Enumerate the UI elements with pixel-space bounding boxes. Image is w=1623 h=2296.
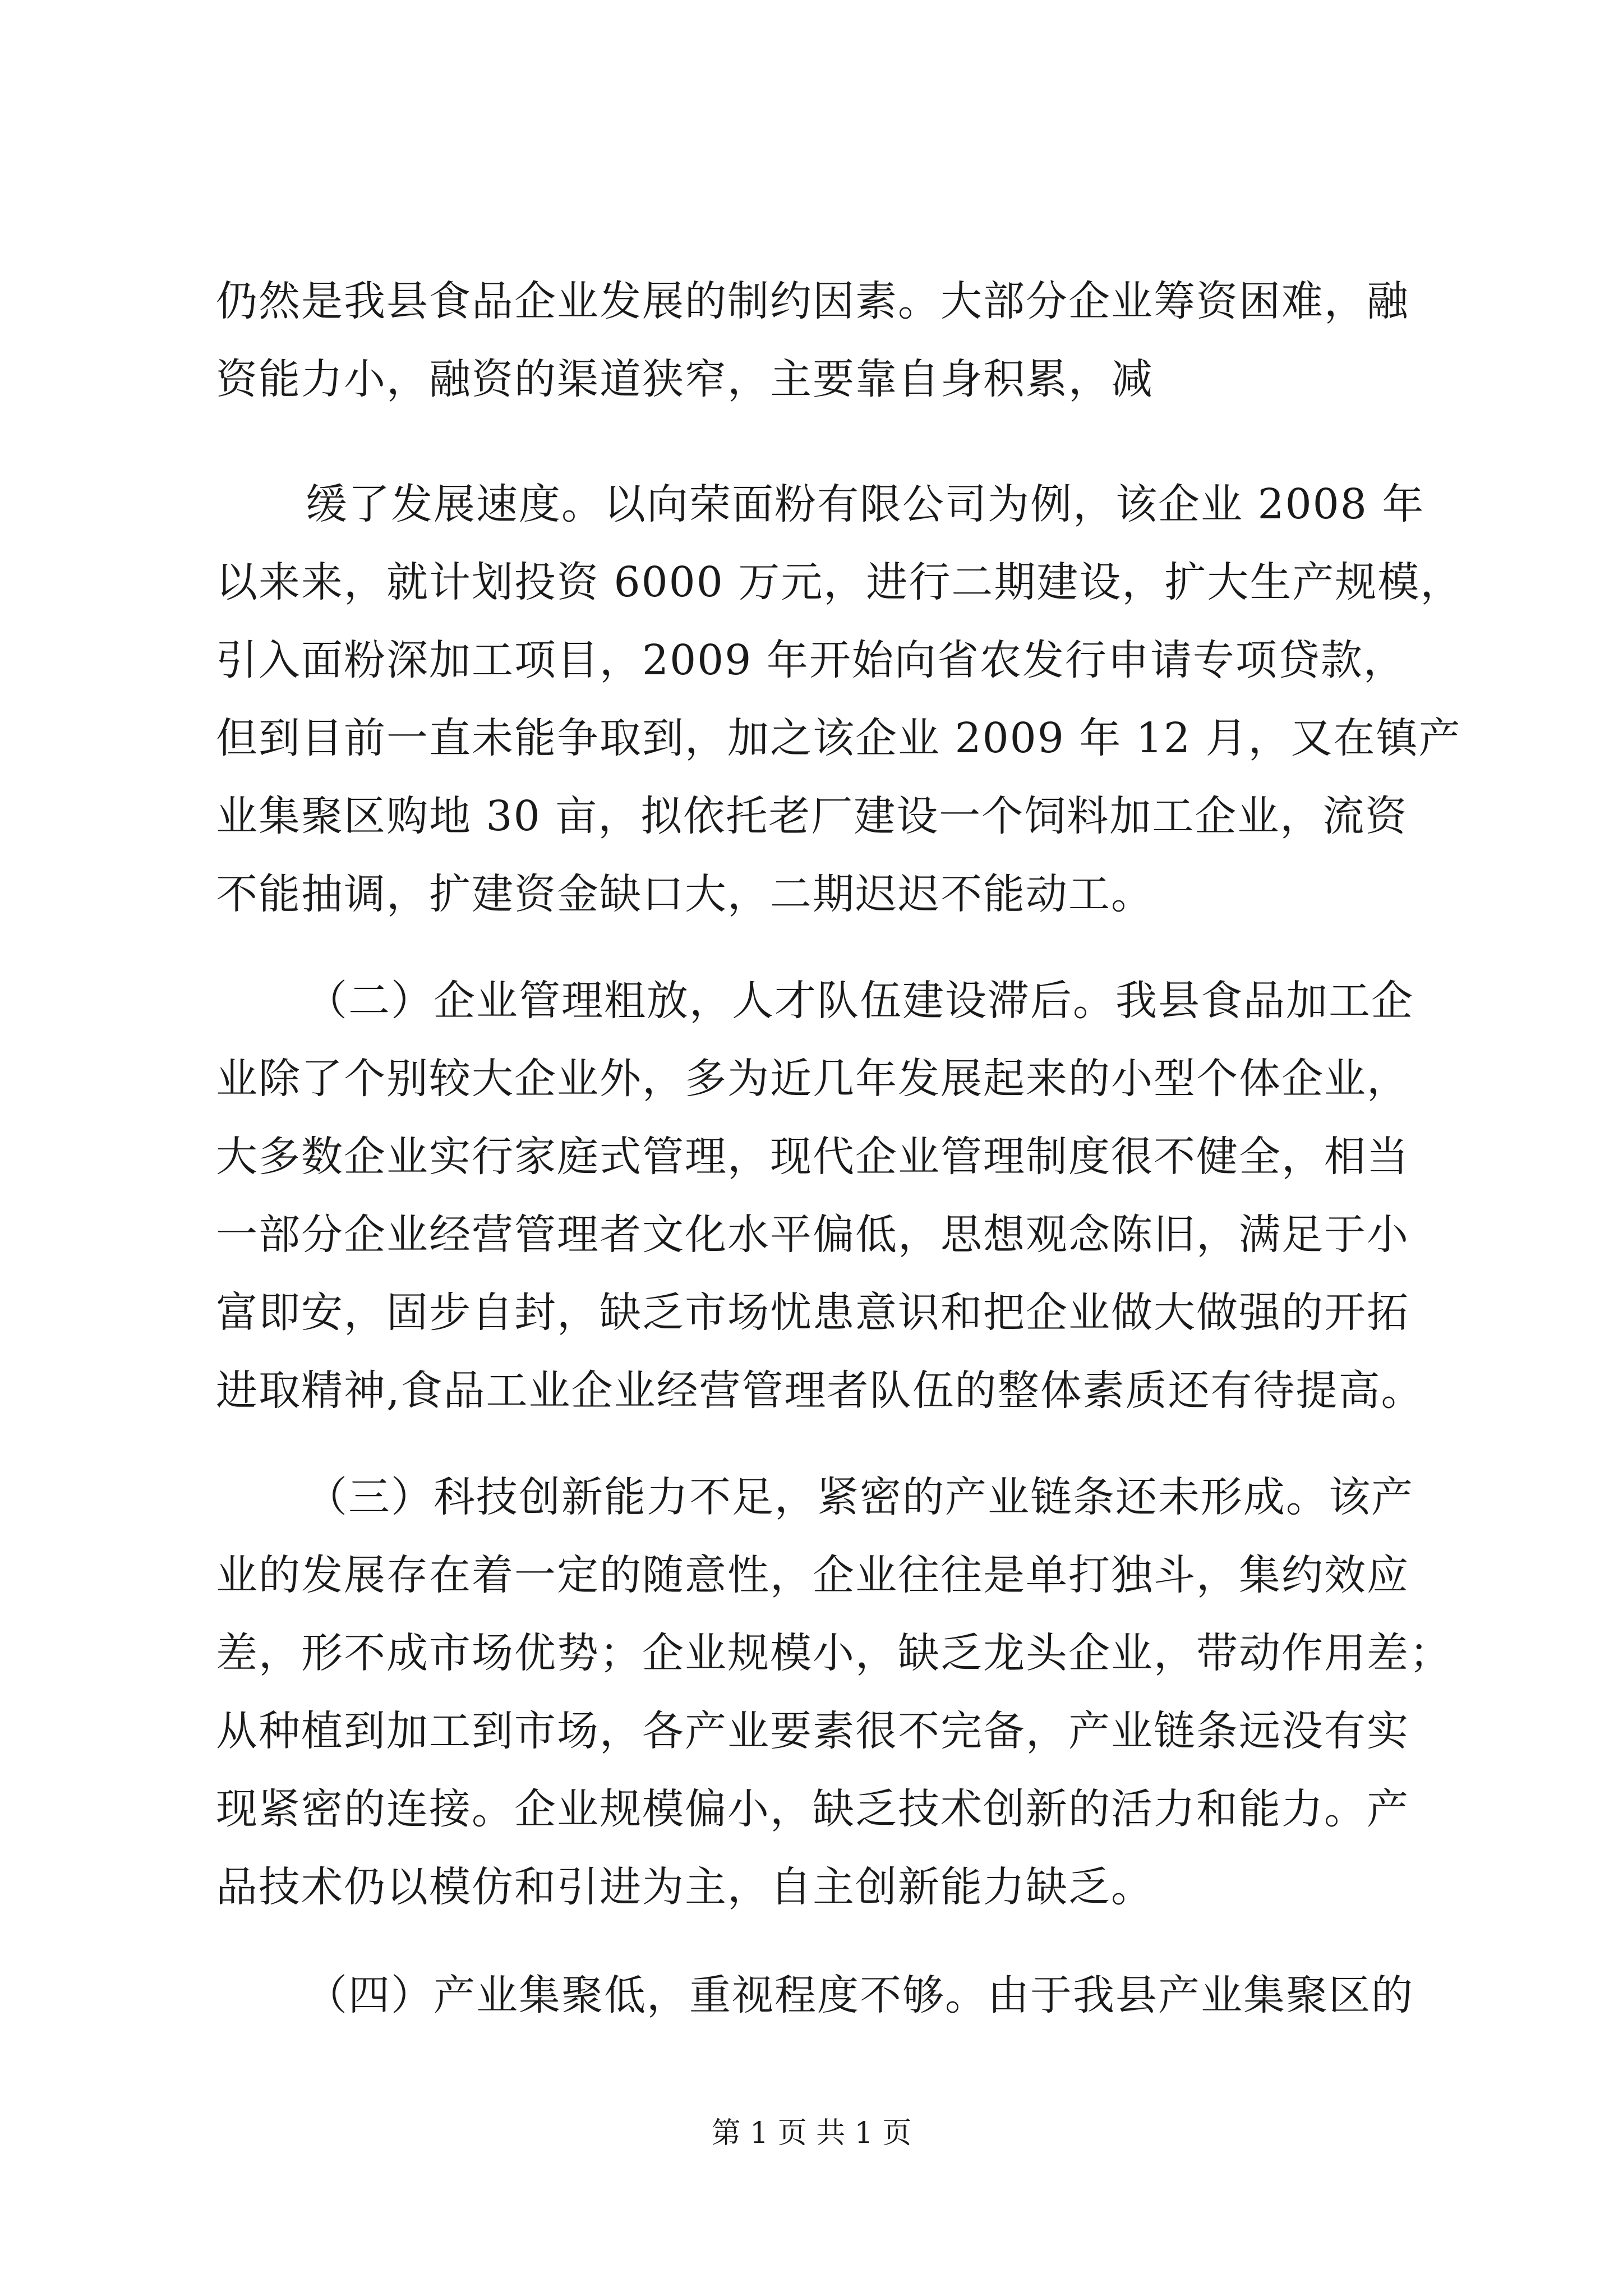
text-line: 缓了发展速度。以向荣面粉有限公司为例，该企业 2008 年 (306, 480, 1425, 528)
text-line: 仍然是我县食品企业发展的制约因素。大部分企业筹资困难，融 (216, 277, 1409, 325)
text-line: 引入面粉深加工项目，2009 年开始向省农发行申请专项贷款， (216, 636, 1406, 684)
text-line: （二）企业管理粗放，人才队伍建设滞后。我县食品加工企 (306, 977, 1414, 1025)
text-line: 一部分企业经营管理者文化水平偏低，思想观念陈旧，满足于小 (216, 1211, 1409, 1259)
text-line: 业集聚区购地 30 亩，拟依托老厂建设一个饲料加工企业，流资 (216, 792, 1408, 840)
text-line: 品技术仍以模仿和引进为主，自主创新能力缺乏。 (216, 1863, 1154, 1911)
text-line: （四）产业集聚低，重视程度不够。由于我县产业集聚区的 (306, 1971, 1414, 2019)
text-line: 以来来，就计划投资 6000 万元，进行二期建设，扩大生产规模， (216, 558, 1463, 606)
text-line: 差，形不成市场优势；企业规模小，缺乏龙头企业，带动作用差； (216, 1629, 1452, 1677)
text-line: 但到目前一直未能争取到，加之该企业 2009 年 12 月，又在镇产 (216, 714, 1461, 762)
text-line: 大多数企业实行家庭式管理，现代企业管理制度很不健全，相当 (216, 1133, 1409, 1181)
text-line: 资能力小，融资的渠道狭窄，主要靠自身积累，减 (216, 355, 1154, 403)
paragraph-funding-example (216, 466, 1463, 933)
paragraph-section-three (216, 1458, 1452, 1926)
paragraph-section-two (216, 962, 1424, 1430)
text-line: 业除了个别较大企业外，多为近几年发展起来的小型个体企业， (216, 1055, 1409, 1103)
paragraph-section-four (216, 1957, 1416, 2035)
text-line: （三）科技创新能力不足，紧密的产业链条还未形成。该产 (306, 1473, 1414, 1521)
text-line: 从种植到加工到市场，各产业要素很不完备，产业链条远没有实 (216, 1707, 1409, 1755)
text-line: 现紧密的连接。企业规模偏小，缺乏技术创新的活力和能力。产 (216, 1785, 1409, 1833)
text-line: 不能抽调，扩建资金缺口大，二期迟迟不能动工。 (216, 870, 1154, 918)
page-footer: 第 1 页 共 1 页 (711, 2116, 912, 2150)
text-line: 富即安，固步自封，缺乏市场忧患意识和把企业做大做强的开拓 (216, 1289, 1409, 1337)
text-line: 业的发展存在着一定的随意性，企业往往是单打独斗，集约效应 (216, 1551, 1409, 1599)
paragraph-continuation (216, 263, 1416, 418)
text-line: 进取精神,食品工业企业经营管理者队伍的整体素质还有待提高。 (216, 1366, 1424, 1415)
